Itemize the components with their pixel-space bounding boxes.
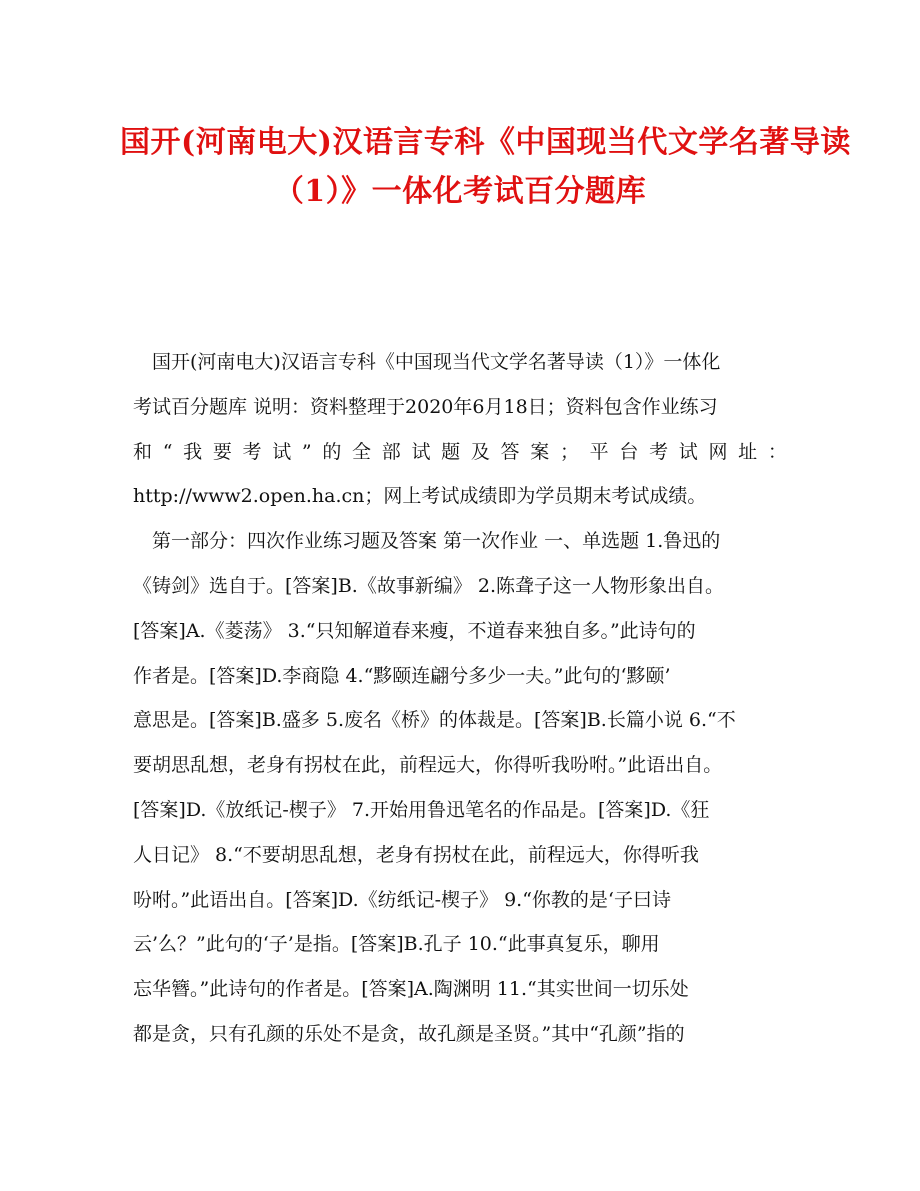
- spaced-char: ”: [301, 440, 312, 463]
- intro-line-4: http://www2.open.ha.cn；网上考试成绩即为学员期末考试成绩。: [133, 485, 707, 508]
- spaced-char: 试: [678, 440, 698, 463]
- intro-line-1: 国开(河南电大)汉语言专科《中国现当代文学名著导读（1）》一体化: [133, 351, 721, 373]
- spaced-char: 题: [441, 440, 461, 463]
- part-line-1: 第一部分：四次作业练习题及答案 第一次作业 一、单选题 1.鲁迅的: [133, 530, 721, 553]
- spaced-char: 网: [708, 440, 728, 463]
- part-line-4: 作者是。[答案]D.李商隐 4.“黟颐连翩兮多少一夫。”此句的‘黟颐’: [133, 664, 671, 687]
- spaced-char: 部: [381, 440, 401, 463]
- spaced-char: 考: [649, 440, 669, 463]
- intro-line-2: 考试百分题库 说明：资料整理于2020年6月18日；资料包含作业练习: [133, 395, 718, 418]
- spaced-char: 址: [738, 440, 758, 463]
- spaced-char: 试: [411, 440, 431, 463]
- title-line-1: 国开(河南电大)汉语言专科《中国现当代文学名著导读: [120, 125, 851, 160]
- part-line-7: [答案]D.《放纸记-楔子》 7.开始用鲁迅笔名的作品是。[答案]D.《狂: [133, 798, 710, 821]
- part-line-6: 要胡思乱想，老身有拐杖在此，前程远大，你得听我吩咐。”此语出自。: [133, 754, 723, 777]
- spaced-char: 和: [133, 440, 153, 463]
- spaced-char: 考: [242, 440, 262, 463]
- part-line-9: 吩咐。”此语出自。[答案]D.《纺纸记-楔子》 9.“你教的是‘子曰诗: [133, 888, 671, 911]
- part-line-5: 意思是。[答案]B.盛多 5.废名《桥》的体裁是。[答案]B.长篇小说 6.“不: [133, 709, 736, 732]
- spaced-char: “: [162, 440, 173, 463]
- spaced-char: 案: [530, 440, 550, 463]
- spaced-char: ：: [767, 440, 787, 463]
- spaced-char: ；: [559, 440, 579, 463]
- spaced-char: 的: [322, 440, 342, 463]
- part-line-12: 都是贪，只有孔颜的乐处不是贪，故孔颜是圣贤。”其中“孔颜”指的: [133, 1022, 685, 1045]
- document-body: [133, 340, 787, 1057]
- spaced-char: 要: [212, 440, 232, 463]
- part-line-2: 《铸剑》选自于。[答案]B.《故事新编》 2.陈聋子这一人物形象出自。: [133, 574, 724, 597]
- part-line-10: 云’么？”此句的‘子’是指。[答案]B.孔子 10.“此事真复乐，聊用: [133, 933, 660, 956]
- spaced-char: 平: [589, 440, 609, 463]
- intro-line-3: [133, 430, 787, 475]
- spaced-char: 全: [352, 440, 372, 463]
- part-line-3: [答案]A.《菱荡》 3.“只知解道春来瘦，不道春来独自多。”此诗句的: [133, 619, 696, 642]
- spaced-char: 试: [272, 440, 292, 463]
- part-line-11: 忘华簪。”此诗句的作者是。[答案]A.陶渊明 11.“其实世间一切乐处: [133, 978, 689, 1001]
- title-line-2: （1）》一体化考试百分题库: [273, 174, 647, 209]
- spaced-char: 答: [500, 440, 520, 463]
- spaced-char: 及: [470, 440, 490, 463]
- document-title: [120, 118, 851, 216]
- spaced-char: 台: [619, 440, 639, 463]
- part-line-8: 人日记》 8.“不要胡思乱想，老身有拐杖在此，前程远大，你得听我: [133, 843, 699, 866]
- spaced-char: 我: [183, 440, 203, 463]
